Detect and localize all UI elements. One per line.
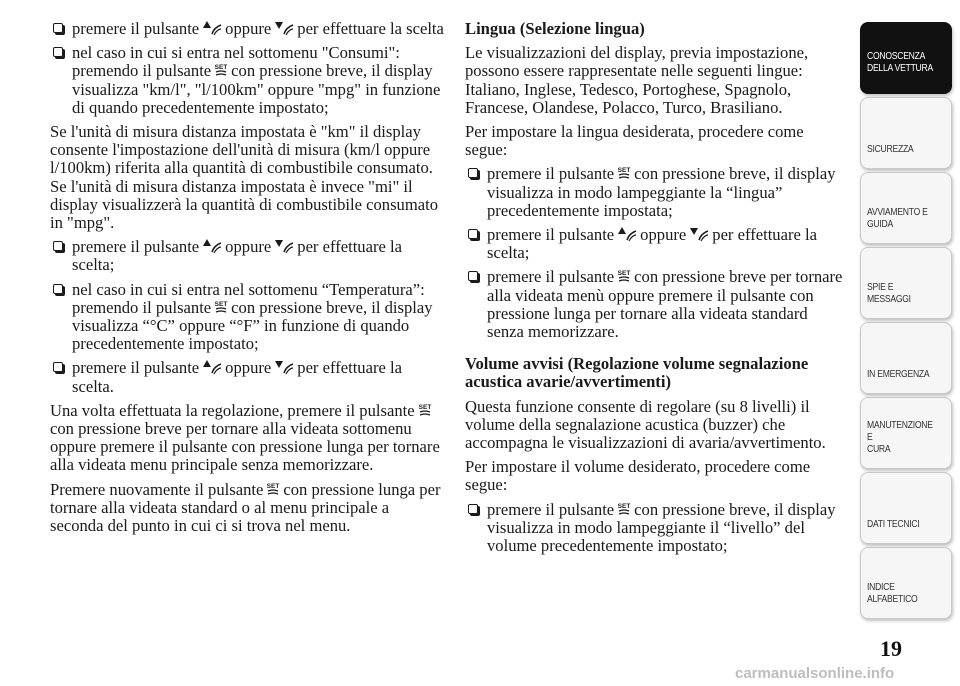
watermark: carmanualsonline.info: [735, 665, 895, 682]
tab-indice-alfabetico[interactable]: INDICE ALFABETICO: [860, 547, 952, 619]
arrow-up-button-icon: [202, 359, 222, 375]
page-number: 19: [880, 636, 902, 661]
checkbox-bullet-icon: [53, 241, 63, 251]
paragraph: Questa funzione consente di regolare (su 8 livelli) il volume della segnalazione acustica (buzzer) che accompagna le visualizzazioni di avaria/avvertimento.: [465, 396, 826, 453]
arrow-up-button-icon: [202, 238, 222, 254]
arrow-down-button-icon: [274, 20, 294, 36]
tab-conoscenza-della-vettura[interactable]: CONOSCENZA DELLA VETTURA: [860, 22, 952, 94]
tab-in-emergenza[interactable]: IN EMERGENZA: [860, 322, 952, 394]
svg-text:SET: SET: [214, 300, 228, 308]
tab-manutenzione-e-cura[interactable]: MANUTENZIONE E CURA: [860, 397, 952, 469]
list-item: premere il pulsante oppure per effettuare la scelta: [50, 20, 445, 38]
arrow-down-button-icon: [274, 238, 294, 254]
list-item: nel caso in cui si entra nel sottomenu "Consumi": premendo il pulsante SET con pressione breve, il display visualizza "km/l", "l/100km" oppure "mpg" in funzione di quando precedentemente impostato;: [50, 44, 445, 117]
svg-text:SET: SET: [418, 403, 431, 411]
svg-text:SET: SET: [267, 482, 280, 490]
set-button-icon: [266, 481, 280, 497]
set-button-icon: [214, 299, 228, 315]
set-button-icon: [617, 501, 631, 517]
list-item: premere il pulsante oppure per effettuare la scelta.: [50, 359, 445, 395]
checkbox-bullet-icon: [53, 284, 63, 294]
arrow-up-button-icon: [202, 20, 222, 36]
left-column: [50, 20, 445, 541]
tab-spie-e-messaggi[interactable]: SPIE E MESSAGGI: [860, 247, 952, 319]
set-button-icon: [418, 402, 432, 418]
list-item: premere il pulsante SET con pressione breve per tornare alla videata menù oppure premere il pulsante con pressione lunga per tornare alla videata standard senza memorizzare.: [465, 268, 845, 341]
svg-text:SET: SET: [617, 167, 631, 175]
checkbox-bullet-icon: [468, 168, 478, 178]
paragraph: Le visualizzazioni del display, previa impostazione, possono essere rappresentate nelle seguenti lingue: Italiano, Inglese, Tedesco, Portoghese, Spagnolo, Francese, Olandese, Polacco, Turco, Brasiliano.: [465, 43, 809, 117]
paragraph: Se l'unità di misura distanza impostata è "km" il display consente l'impostazione dell'unità di misura (km/l oppure l/100km) riferita alla quantità di combustibile consumato. Se l'unità di misura distanza impostata è invece "mi" il display visualizzerà la quantità di combustibile consumato in "mpg".: [50, 122, 439, 233]
tab-dati-tecnici[interactable]: DATI TECNICI: [860, 472, 952, 544]
set-button-icon: [617, 268, 631, 284]
arrow-up-button-icon: [617, 226, 637, 242]
svg-text:SET: SET: [214, 64, 228, 72]
section-heading: Volume avvisi (Regolazione volume segnalazione acustica avarie/avvertimenti): [465, 354, 809, 392]
paragraph: Una volta effettuata la regolazione, premere il pulsante SET con pressione breve per tornare alla videata sottomenu oppure premere il pulsante con pressione lunga per tornare alla videata menu principale senza memorizzare.: [50, 400, 440, 475]
paragraph: Per impostare il volume desiderato, procedere come segue:: [465, 457, 811, 495]
checkbox-bullet-icon: [53, 23, 63, 33]
list-item: nel caso in cui si entra nel sottomenu “Temperatura”: premendo il pulsante SET con pressione breve, il display visualizza “°C” oppure “°F” in funzione di quando precedentemente impostato;: [50, 281, 445, 354]
arrow-down-button-icon: [689, 226, 709, 242]
svg-text:SET: SET: [617, 502, 631, 510]
set-button-icon: [214, 62, 228, 78]
list-item: premere il pulsante SET con pressione breve, il display visualizza in modo lampeggiante il “livello” del volume precedentemente impostato;: [465, 501, 845, 556]
svg-text:SET: SET: [617, 270, 631, 278]
set-button-icon: [617, 165, 631, 181]
paragraph: Per impostare la lingua desiderata, procedere come segue:: [465, 122, 804, 160]
list-item: premere il pulsante oppure per effettuare la scelta;: [465, 226, 845, 262]
arrow-down-button-icon: [274, 359, 294, 375]
checkbox-bullet-icon: [468, 229, 478, 239]
chapter-tabs: [860, 22, 952, 622]
checkbox-bullet-icon: [468, 271, 478, 281]
right-column: [465, 20, 845, 561]
list-item: premere il pulsante oppure per effettuare la scelta;: [50, 238, 445, 274]
checkbox-bullet-icon: [468, 504, 478, 514]
checkbox-bullet-icon: [53, 362, 63, 372]
list-item: premere il pulsante SET con pressione breve, il display visualizza in modo lampeggiante la “lingua” precedentemente impostata;: [465, 165, 845, 220]
tab-avviamento-e-guida[interactable]: AVVIAMENTO E GUIDA: [860, 172, 952, 244]
section-heading: Lingua (Selezione lingua): [465, 19, 645, 38]
checkbox-bullet-icon: [53, 47, 63, 57]
tab-sicurezza[interactable]: SICUREZZA: [860, 97, 952, 169]
paragraph: Premere nuovamente il pulsante SET con pressione lunga per tornare alla videata standard o al menu principale a seconda del punto in cui ci si trova nel menu.: [50, 479, 441, 536]
